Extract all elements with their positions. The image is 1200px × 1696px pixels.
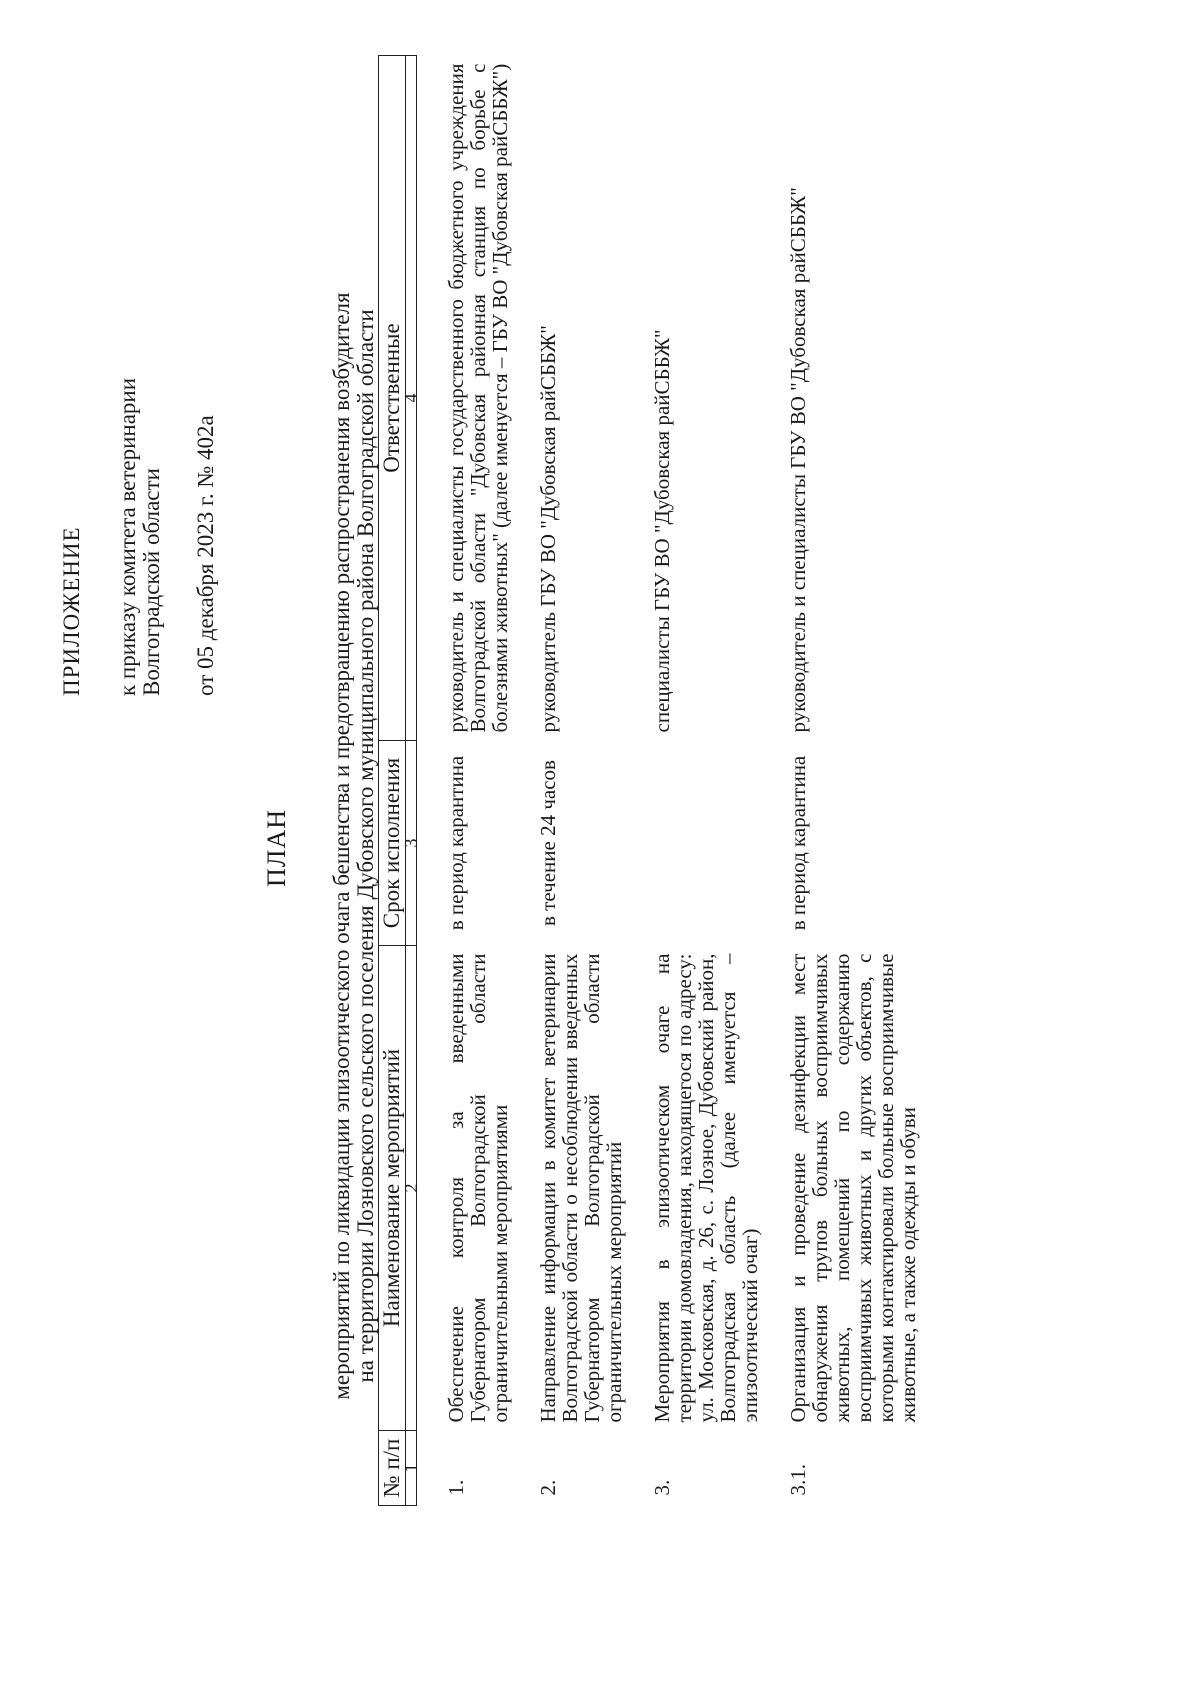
appendix-region-line: Волгоградской области — [139, 468, 164, 696]
row-name: Организация и проведение дезинфекции мест обнаружения трупов больных восприимчивых животных, помещений по содержанию восприимчивых животных и других объектов, с которыми контактировали больные восприимчивые животные, а также одежды и обуви — [786, 953, 920, 1423]
header-term: Срок исполнения — [379, 741, 406, 946]
table-row — [647, 56, 783, 1506]
table-spacer — [417, 56, 442, 1506]
table-row — [783, 56, 941, 1506]
row-resp: специалисты ГБУ ВО "Дубовская райСББЖ" — [650, 329, 674, 733]
row-resp: руководитель и специалисты ГБУ ВО "Дубовская райСББЖ" — [786, 187, 810, 733]
row-term: в период карантина — [786, 755, 810, 931]
plan-subtitle — [330, 146, 378, 1546]
appendix-date-line: от 05 декабря 2023 г. № 402а — [193, 415, 218, 696]
row-num: 2. — [536, 1479, 560, 1496]
appendix-title: ПРИЛОЖЕНИЕ — [59, 526, 84, 696]
column-number: 4 — [406, 56, 417, 741]
row-name: Направление информации в комитет ветеринарии Волгоградской области о несоблюдении введенных Губернатором Волгоградской области ограничительных мероприятий — [536, 953, 626, 1423]
row-term: в период карантина — [444, 755, 468, 931]
row-num: 3.1. — [786, 1464, 810, 1496]
row-resp: руководитель и специалисты государственного бюджетного учреждения Волгоградской области "Дубовская районная станция по борьбе с болезнями животных" (далее именуется – ГБУ ВО "Дубовская райСББЖ") — [444, 63, 512, 733]
row-num: 3. — [650, 1479, 674, 1496]
table-row — [441, 56, 533, 1506]
column-number: 2 — [406, 946, 417, 1431]
row-name: Мероприятия в эпизоотическом очаге на территории домовладения, находящегося по адресу: ул. Московская, д. 26, с. Лозное, Дубовский район, Волгоградская область (далее именуется – эпизоотический очаг) — [650, 953, 762, 1423]
row-resp: руководитель ГБУ ВО "Дубовская райСББЖ" — [536, 325, 560, 733]
table-header-row — [379, 56, 406, 1506]
header-num: № п/п — [379, 1431, 406, 1506]
plan-subtitle-line2: на территории Лозновского сельского поселения Дубовского муниципального района Волгоградской области — [353, 309, 378, 1383]
header-name: Наименование мероприятий — [379, 946, 406, 1431]
appendix-block — [60, 96, 218, 696]
row-term: в течение 24 часов — [536, 760, 560, 926]
plan-table — [378, 55, 941, 1506]
row-term — [647, 741, 783, 946]
column-number-row — [406, 56, 417, 1506]
plan-title: ПЛАН — [262, 809, 291, 887]
row-num: 1. — [444, 1479, 468, 1496]
appendix-order-line: к приказу комитета ветеринарии — [115, 377, 140, 696]
table-row — [533, 56, 647, 1506]
row-name: Обеспечение контроля за введенными Губернатором Волгоградской области ограничительными мероприятиями — [444, 953, 512, 1423]
column-number: 1 — [406, 1431, 417, 1506]
header-resp: Ответственные — [379, 56, 406, 741]
plan-subtitle-line1: мероприятий по ликвидации эпизоотического очага бешенства и предотвращению распространения возбудителя — [329, 292, 354, 1400]
column-number: 3 — [406, 741, 417, 946]
